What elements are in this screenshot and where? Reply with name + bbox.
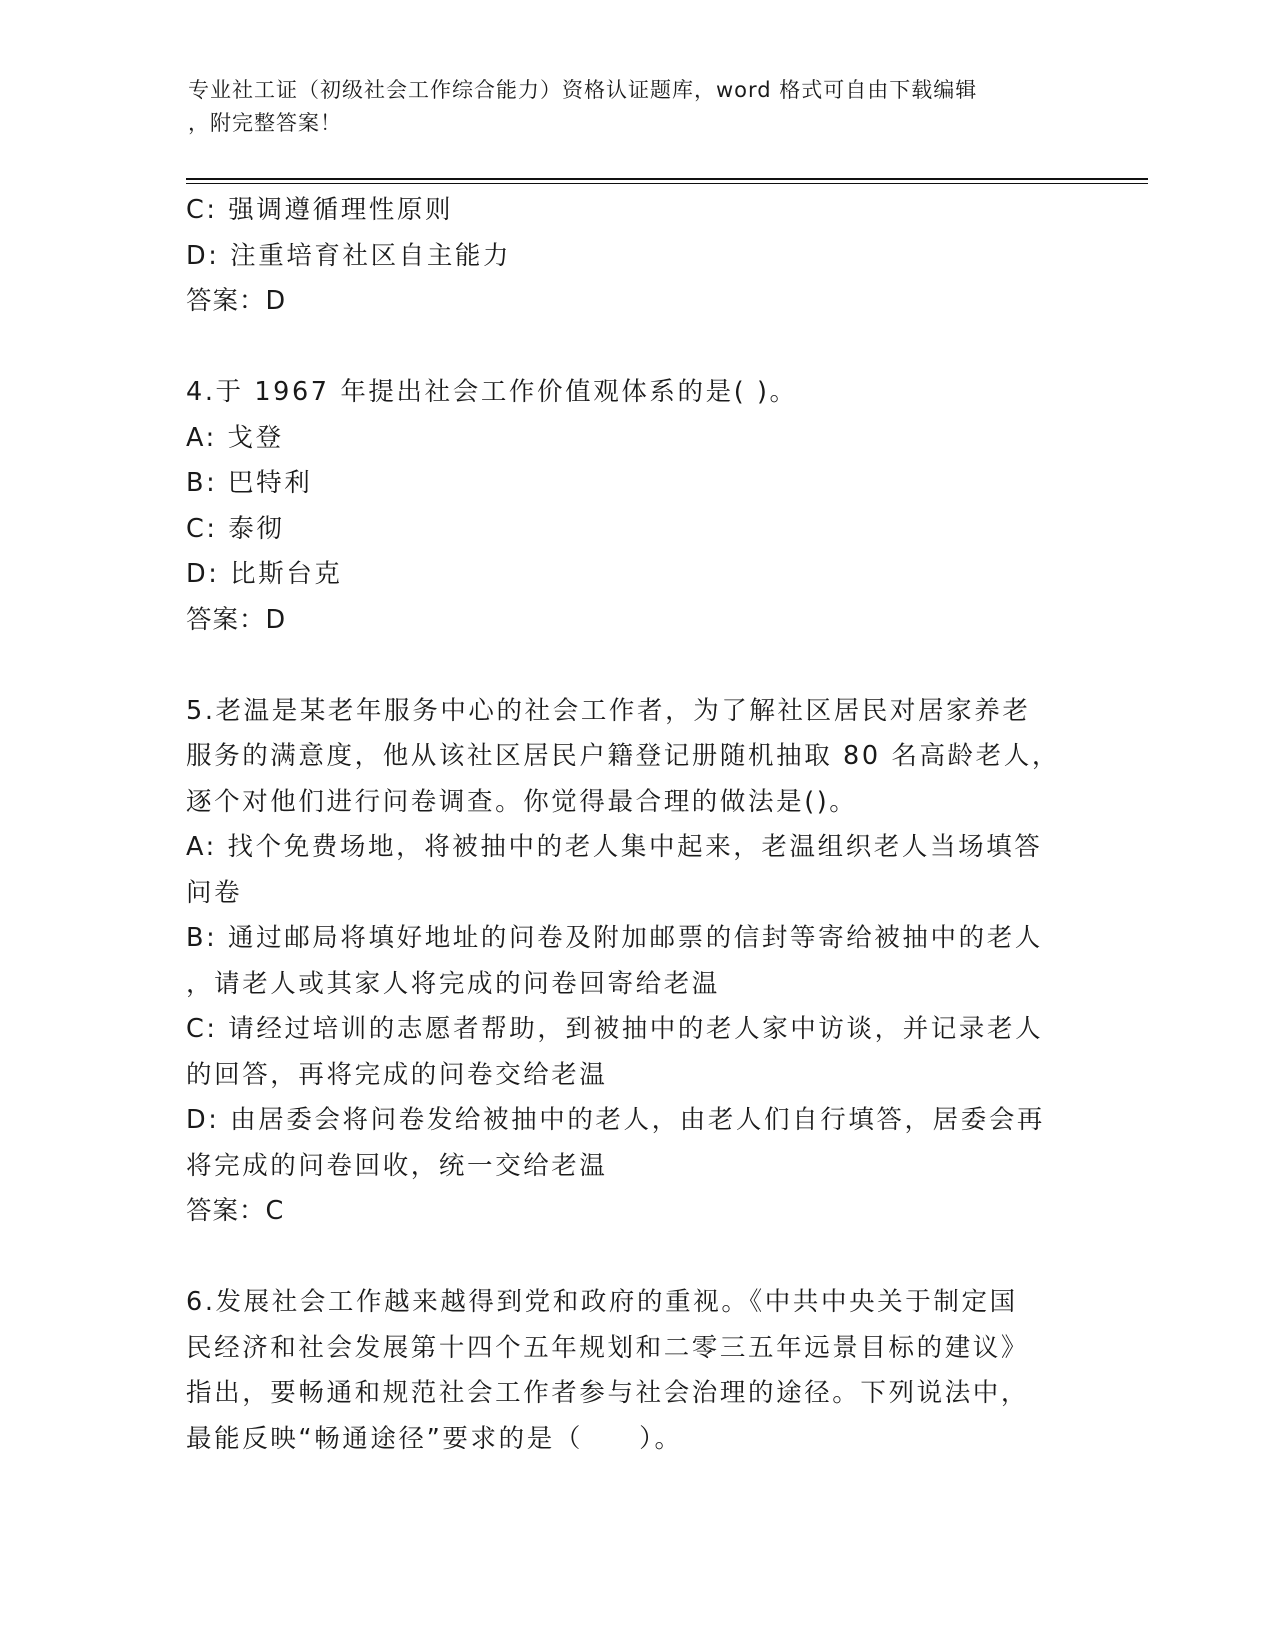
header-line-1: 专业社工证（初级社会工作综合能力）资格认证题库，word 格式可自由下载编辑 (188, 78, 978, 102)
option-c-line: C: 请经过培训的志愿者帮助，到被抽中的老人家中访谈，并记录老人 (186, 1014, 1044, 1044)
option-a-line: 问卷 (186, 877, 243, 908)
option-d: D: 注重培育社区自主能力 (186, 240, 512, 271)
option-a-line: A: 找个免费场地，将被抽中的老人集中起来，老温组织老人当场填答 (186, 832, 1043, 862)
question-stem-line: 民经济和社会发展第十四个五年规划和二零三五年远景目标的建议》 (186, 1332, 1030, 1363)
header-line-2: ，附完整答案！ (188, 111, 342, 135)
option-c: C: 泰彻 (186, 513, 285, 544)
question-stem-line: 5.老温是某老年服务中心的社会工作者，为了解社区居民对居家养老 (186, 695, 1031, 726)
option-d-line: 将完成的问卷回收，统一交给老温 (186, 1150, 608, 1181)
answer: 答案：D (186, 286, 287, 316)
question-stem-line: 服务的满意度，他从该社区居民户籍登记册随机抽取 80 名高龄老人， (186, 741, 1060, 771)
question-stem-line: 指出，要畅通和规范社会工作者参与社会治理的途径。下列说法中， (186, 1378, 1030, 1408)
option-c-line: 的回答，再将完成的问卷交给老温 (186, 1059, 608, 1090)
document-body (186, 188, 1086, 1462)
question-5 (186, 689, 1086, 1235)
question-6 (186, 1280, 1086, 1462)
header-divider-thick (186, 178, 1148, 180)
question-stem: 4.于 1967 年提出社会工作价值观体系的是( )。 (186, 377, 798, 407)
option-a: A: 戈登 (186, 422, 284, 453)
question-4 (186, 370, 1086, 643)
answer: 答案：D (186, 604, 287, 635)
option-b-line: B: 通过邮局将填好地址的问卷及附加邮票的信封等寄给被抽中的老人 (186, 923, 1043, 953)
answer: 答案：C (186, 1196, 285, 1226)
option-d-line: D: 由居委会将问卷发给被抽中的老人，由老人们自行填答，居委会再 (186, 1105, 1046, 1135)
option-b: B: 巴特利 (186, 468, 313, 498)
question-stem-line: 逐个对他们进行问卷调查。你觉得最合理的做法是()。 (186, 786, 858, 817)
document-header (188, 74, 1088, 140)
option-c: C: 强调遵循理性原则 (186, 195, 454, 225)
question-stem-line: 最能反映“畅通途径”要求的是（ ）。 (186, 1423, 683, 1454)
option-b-line: ，请老人或其家人将完成的问卷回寄给老温 (186, 968, 720, 999)
option-d: D: 比斯台克 (186, 559, 343, 589)
question-3-tail (186, 188, 1086, 325)
question-stem-line: 6.发展社会工作越来越得到党和政府的重视。《中共中央关于制定国 (186, 1287, 1018, 1317)
header-divider-thin (186, 183, 1148, 184)
